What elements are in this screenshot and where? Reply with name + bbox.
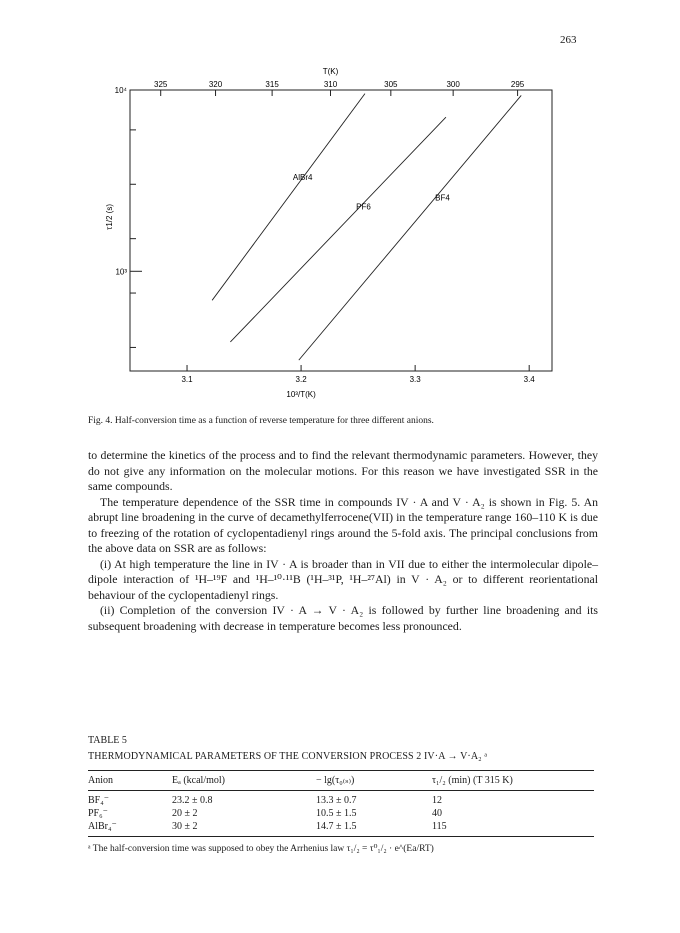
table-header: − lg(τ₀₍ₛ₎) bbox=[316, 775, 355, 786]
table-row bbox=[88, 820, 594, 837]
top-tick-label: 320 bbox=[208, 80, 223, 89]
table-cell: 30 ± 2 bbox=[172, 821, 198, 832]
table-cell: 13.3 ± 0.7 bbox=[316, 795, 357, 806]
y-tick-label: 10⁴ bbox=[114, 86, 127, 95]
table-header: τ₁/₂ (min) (T 315 K) bbox=[432, 775, 513, 786]
x-tick-label: 3.4 bbox=[523, 375, 535, 384]
table-header: Anion bbox=[88, 775, 113, 786]
table-header-row bbox=[88, 771, 594, 791]
series-label: BF4 bbox=[435, 193, 450, 203]
table-cell: 14.7 ± 1.5 bbox=[316, 821, 357, 832]
page-number: 263 bbox=[560, 34, 577, 46]
table-row bbox=[88, 807, 594, 820]
table-title: THERMODYNAMICAL PARAMETERS OF THE CONVERSION PROCESS 2 IV·A → V·A₂ ᵃ bbox=[88, 751, 488, 762]
x-tick-label: 3.2 bbox=[295, 375, 307, 384]
x-tick-label: 3.3 bbox=[409, 375, 421, 384]
paragraph: (ii) Completion of the conversion IV · A → V · A₂ is followed by further line broadening and its subsequent broadening with decrease in temperature becomes less pronounced. bbox=[88, 603, 598, 633]
top-tick-label: 300 bbox=[446, 80, 460, 89]
plot-frame bbox=[130, 90, 552, 371]
series-label: AlBr4 bbox=[292, 173, 313, 183]
table-cell: PF₆⁻ bbox=[88, 808, 108, 819]
table-cell: 23.2 ± 0.8 bbox=[172, 795, 213, 806]
table-row bbox=[88, 791, 594, 808]
table-header: Eₐ (kcal/mol) bbox=[172, 775, 225, 786]
series-label: PF6 bbox=[356, 202, 371, 212]
top-tick-label: 295 bbox=[510, 80, 525, 89]
top-tick-label: 325 bbox=[154, 80, 168, 89]
x-axis-label: 10³/T(K) bbox=[286, 390, 316, 399]
series-line bbox=[299, 95, 521, 360]
table-cell: 115 bbox=[432, 821, 447, 832]
top-tick-label: 305 bbox=[384, 80, 398, 89]
table-cell: 10.5 ± 1.5 bbox=[316, 808, 357, 819]
x-tick-label: 3.1 bbox=[181, 375, 193, 384]
table-cell: 12 bbox=[432, 795, 442, 806]
top-tick-label: 310 bbox=[323, 80, 338, 89]
table-cell: AlBr₄⁻ bbox=[88, 821, 117, 832]
top-axis-label: T(K) bbox=[322, 67, 339, 76]
figure-caption: Fig. 4. Half-conversion time as a function of reverse temperature for three different anions. bbox=[88, 416, 434, 426]
table-cell: 20 ± 2 bbox=[172, 808, 198, 819]
paragraph: to determine the kinetics of the process and to find the relevant thermodynamic parameters. However, they do not give any information on the molecular motions. For this reason we have investigated SSR in the same compounds. bbox=[88, 448, 598, 493]
figure-4-chart bbox=[100, 60, 570, 410]
paragraph: (i) At high temperature the line in IV · A is broader than in VII due to either the intermolecular dipole–dipole interaction of ¹H–¹⁹F and ¹H–¹⁰·¹¹B (¹H–³¹P, ¹H–²⁷Al) in V · A₂ or to different reorientational behaviour of the cyclopentadienyl rings. bbox=[88, 556, 598, 602]
table-label: TABLE 5 bbox=[88, 735, 127, 746]
y-axis-label: τ1/2 (s) bbox=[105, 203, 114, 230]
series-line bbox=[230, 117, 446, 342]
table-cell: BF₄⁻ bbox=[88, 795, 109, 806]
y-tick-label: 10³ bbox=[115, 267, 127, 277]
table-cell: 40 bbox=[432, 808, 442, 819]
series-line bbox=[212, 94, 365, 301]
body-text bbox=[88, 448, 598, 634]
thermo-table bbox=[88, 770, 594, 837]
paragraph: The temperature dependence of the SSR time in compounds IV · A and V · A₂ is shown in Fig. 5. An abrupt line broadening in the curve of decamethylferrocene(VII) in the temperature range 160–110 K is due to freezing of the rotation of cyclopentadienyl rings around the 5-fold axis. The principal conclusions from the above data on SSR are as follows: bbox=[88, 494, 598, 555]
top-tick-label: 315 bbox=[265, 80, 279, 89]
table-footnote: ᵃ The half-conversion time was supposed to obey the Arrhenius law τ₁/₂ = τ⁰₁/₂ · e^(Ea/RT) bbox=[88, 844, 434, 854]
